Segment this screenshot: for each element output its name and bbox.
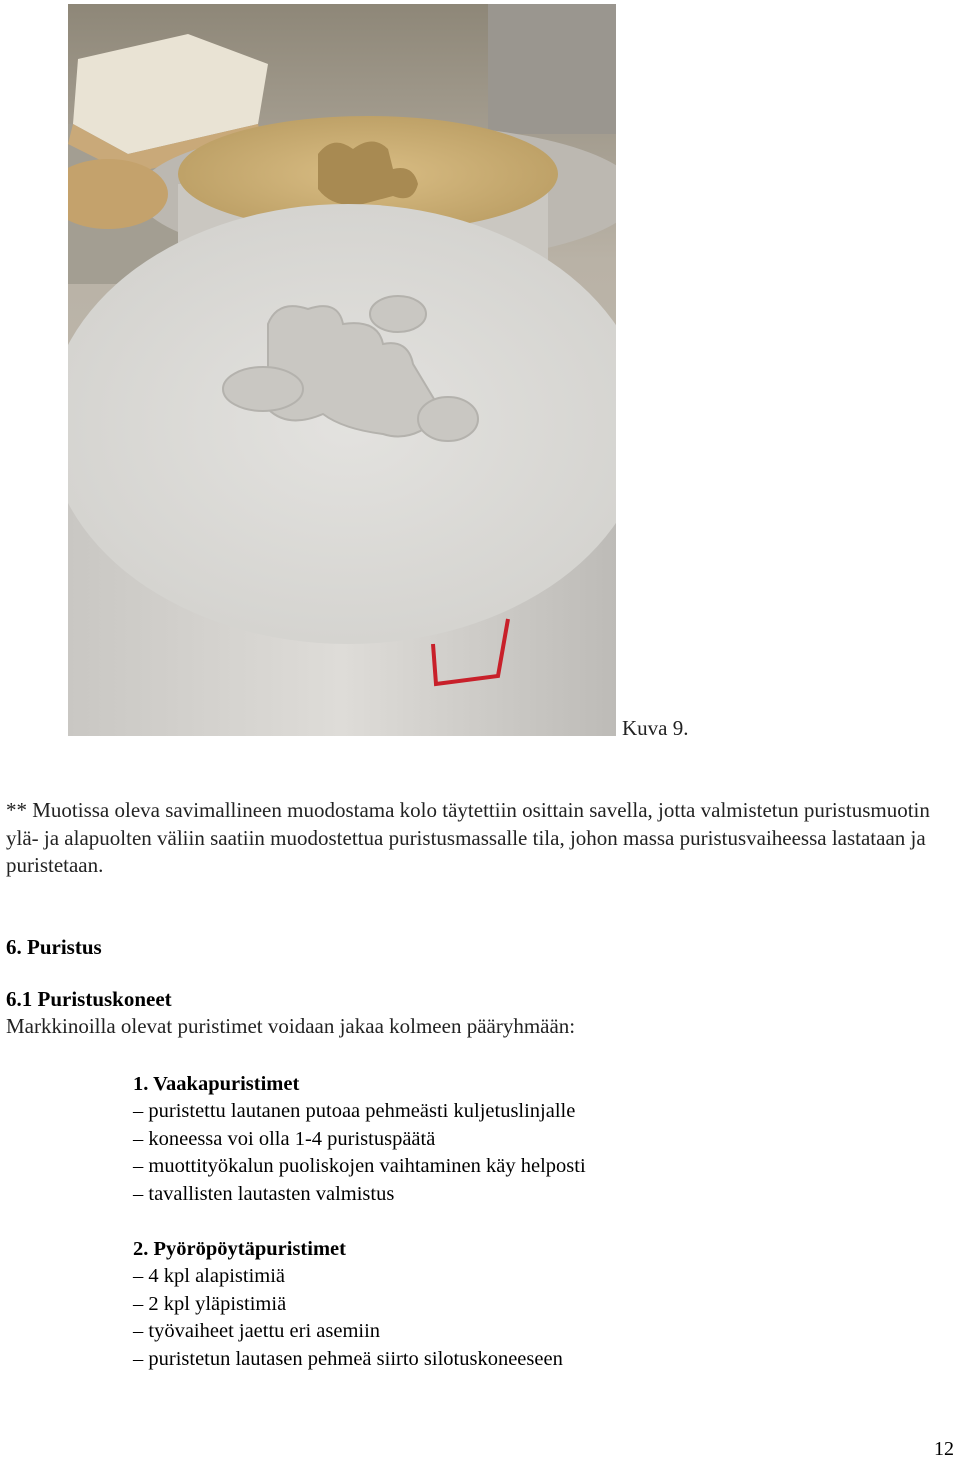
press-group-1 [133, 1071, 586, 1208]
press-group-2 [133, 1236, 563, 1373]
page-number: 12 [934, 1438, 954, 1460]
plaster-molds-image [68, 4, 616, 736]
subsection-heading: 6.1 Puristuskoneet [6, 987, 172, 1011]
group-title: 1. Vaakapuristimet [133, 1073, 300, 1095]
list-item: – työvaiheet jaettu eri asemiin [133, 1320, 381, 1343]
list-item: – puristetun lautasen pehmeä siirto silotuskoneeseen [133, 1347, 563, 1370]
list-item: – puristettu lautanen putoaa pehmeästi kuljetuslinjalle [133, 1100, 576, 1123]
group-title: 2. Pyöröpöytäpuristimet [133, 1238, 346, 1260]
list-item: – muottityökalun puoliskojen vaihtaminen käy helposti [133, 1155, 586, 1178]
section-heading: 6. Puristus [6, 935, 102, 959]
list-item: – tavallisten lautasten valmistus [133, 1182, 395, 1205]
section-intro: Markkinoilla olevat puristimet voidaan jakaa kolmeen pääryhmään: [6, 1014, 576, 1038]
figure-caption: Kuva 9. [622, 716, 689, 740]
body-paragraph: ** Muotissa oleva savimallineen muodostama kolo täytettiin osittain savella, jotta valmistetun puristusmuotin ylä- ja alapuolten väliin saatiin muodostettua puristusmassalle tila, johon massa puristusvaiheessa lastataan ja puristetaan. [6, 798, 930, 877]
list-item: – 2 kpl yläpistimiä [133, 1292, 287, 1315]
list-item: – koneessa voi olla 1-4 puristuspäätä [133, 1127, 436, 1150]
list-item: – 4 kpl alapistimiä [133, 1265, 286, 1288]
figure-photo [68, 4, 616, 736]
